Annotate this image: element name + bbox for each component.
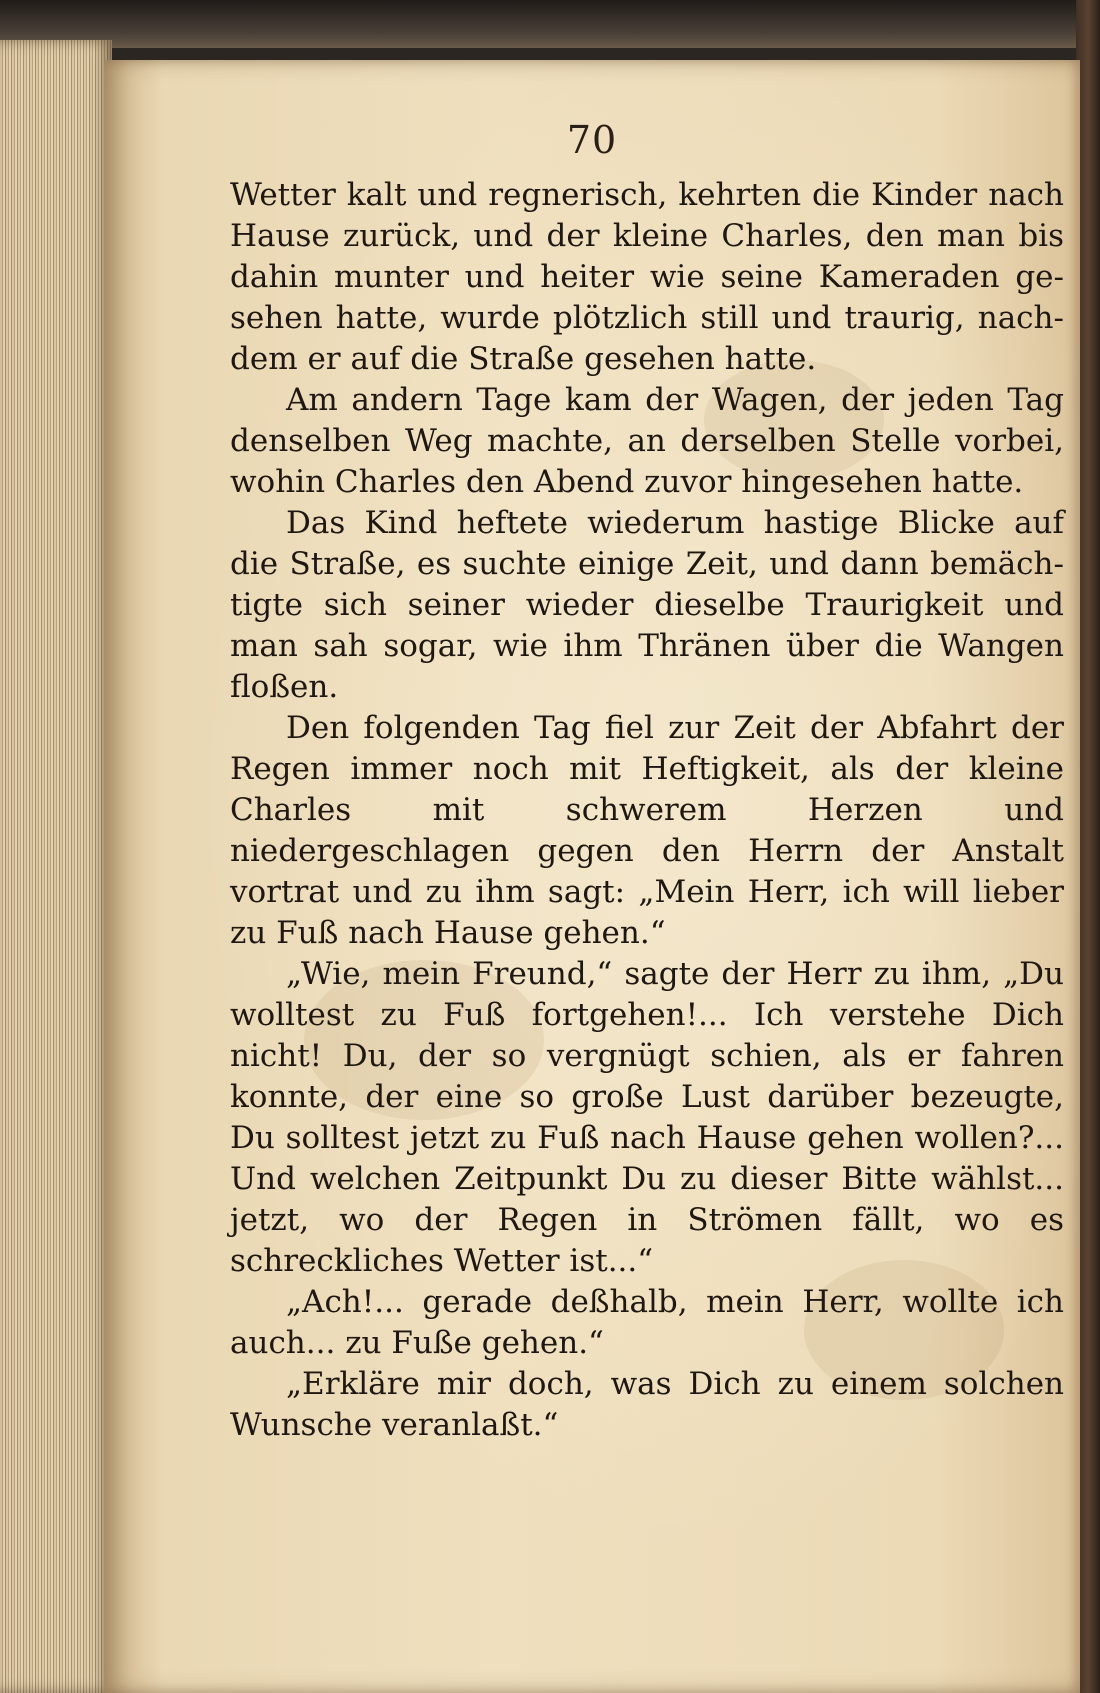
book-page bbox=[104, 60, 1080, 1693]
paragraph: „Wie, mein Freund,“ sagte der Herr zu ihm, „Du wolltest zu Fuß fortgehen!... Ich verstehe Dich nicht! Du, der so vergnügt schien, als er fahren konnte, der eine so große Lust darüber bezeugte, Du solltest jetzt zu Fuß nach Hause gehen wollen?... Und welchen Zeitpunkt Du zu dieser Bitte wählst... jetzt, wo der Regen in Strömen fällt, wo es schreckliches Wetter ist...“ bbox=[230, 956, 1064, 1279]
paragraph: „Ach!... gerade deßhalb, mein Herr, wollte ich auch... zu Fuße gehen.“ bbox=[230, 1284, 1064, 1361]
body-text bbox=[230, 175, 1064, 1446]
paragraph: Den folgenden Tag fiel zur Zeit der Abfahrt der Regen immer noch mit Heftigkeit, als der kleine Charles mit schwerem Herzen und niedergeschlagen gegen den Herrn der Anstalt vortrat und zu ihm sagt: „Mein Herr, ich will lieber zu Fuß nach Hause gehen.“ bbox=[230, 710, 1064, 951]
page-number: 70 bbox=[566, 118, 618, 162]
paragraph: „Erkläre mir doch, was Dich zu einem solchen Wunsche veranlaßt.“ bbox=[230, 1366, 1064, 1443]
paragraph: Das Kind heftete wiederum hastige Blicke auf die Straße, es suchte einige Zeit, und dann bemächtigte sich seiner wieder dieselbe Traurigkeit und man sah sogar, wie ihm Thränen über die Wangen floßen. bbox=[230, 505, 1064, 705]
paragraph: Am andern Tage kam der Wagen, der jeden Tag denselben Weg machte, an derselben Stelle vorbei, wohin Charles den Abend zuvor hingesehen hatte. bbox=[230, 382, 1064, 500]
book-cover-top bbox=[0, 0, 1100, 48]
paragraph: Wetter kalt und regnerisch, kehrten die Kinder nach Hause zurück, und der kleine Charles, den man bis dahin munter und heiter wie seine Kameraden gesehen hatte, wurde plötzlich still und traurig, nachdem er auf die Straße gesehen hatte. bbox=[230, 177, 1064, 377]
page-edges bbox=[0, 40, 112, 1693]
